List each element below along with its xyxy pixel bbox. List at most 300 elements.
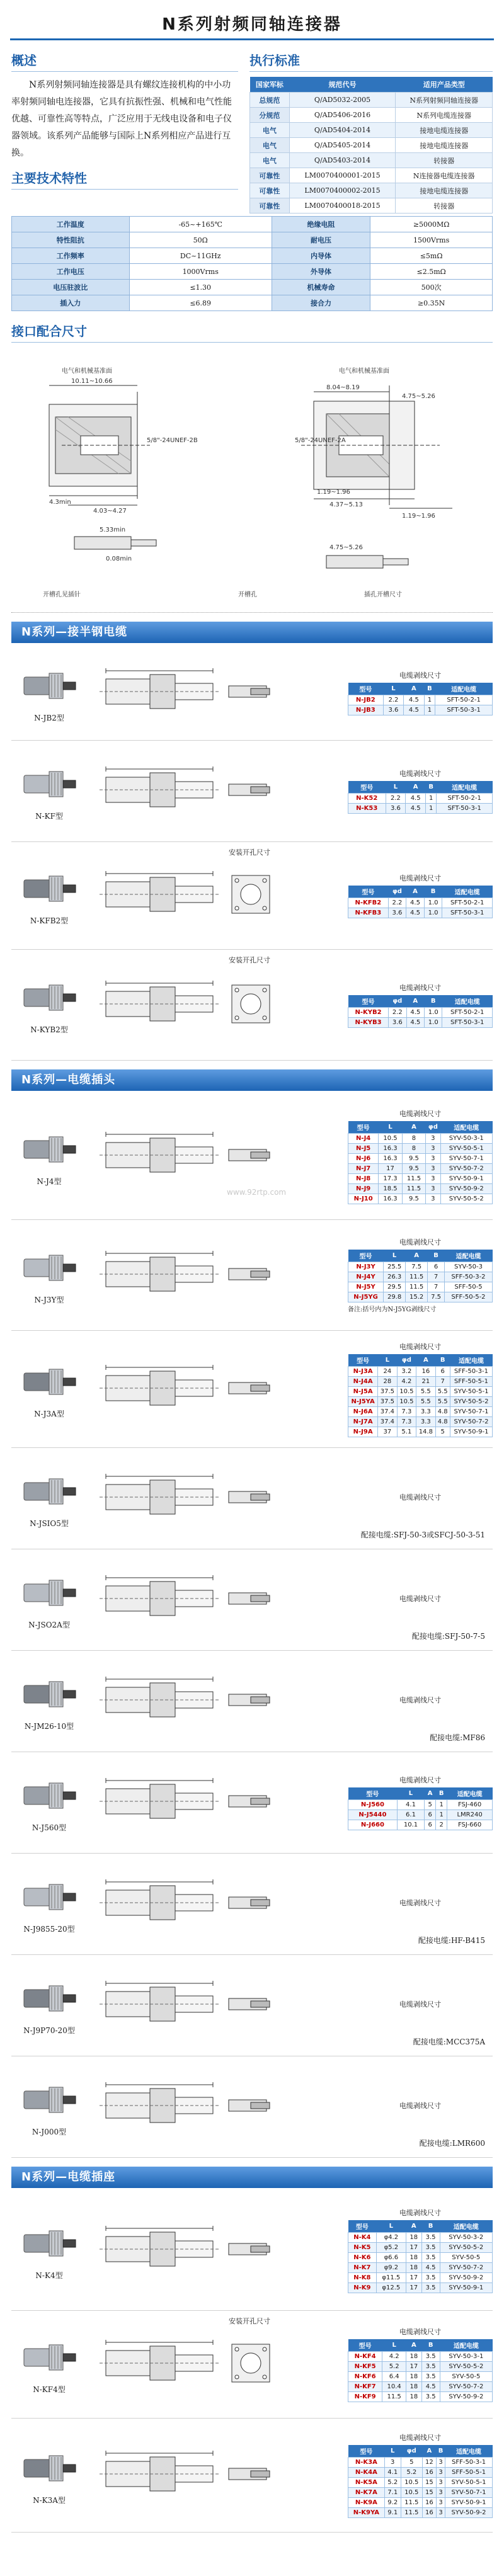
spec-cell: 7: [435, 1376, 450, 1386]
spec-cell: 18: [406, 2392, 422, 2402]
spec-header: φd: [388, 886, 406, 898]
spec-note: 备注:括号内为N-J5YG剥线尺寸: [348, 1306, 437, 1313]
spec-cell: SYV-50-3-1: [440, 2352, 492, 2362]
standards-row: [250, 198, 493, 214]
spec-cell: 14.8: [416, 1427, 435, 1437]
product-row: [11, 2191, 493, 2311]
spec-header: 适配电缆: [437, 781, 493, 794]
spec-row: [348, 2392, 493, 2402]
product-photo-box: [11, 1448, 87, 1549]
spec-cell: 4.2: [397, 1376, 416, 1386]
series3-heading: N系列—电缆插座: [11, 2167, 493, 2188]
spec-cell: 4.5: [406, 1017, 424, 1027]
spec-cell: SFT-50-3-1: [442, 1017, 493, 1027]
tech-cell: 工作温度: [12, 217, 130, 232]
spec-cell: 9.1: [384, 2508, 401, 2518]
standards-row: [250, 108, 493, 123]
spec-cell: φ4.2: [376, 2233, 406, 2243]
product-model: N-KF型: [35, 811, 63, 821]
product-drawing-box: [87, 842, 348, 949]
spec-cell: 7.3: [397, 1406, 416, 1416]
spec-cell: 3: [436, 2468, 445, 2478]
product-spec-box: [348, 1752, 493, 1853]
spec-cell: 4.5: [421, 2382, 440, 2392]
spec-cell: 7: [428, 1272, 445, 1282]
spec-cell: N-J7: [348, 1164, 379, 1174]
spec-table: [348, 1121, 493, 1204]
spec-cell: N-K4: [348, 2233, 377, 2243]
spec-cell: SFT-50-2-1: [437, 794, 493, 804]
connector-photo: [19, 1469, 79, 1514]
spec-cell: SFT-50-3-1: [435, 705, 493, 715]
spec-cell: FSJ-460: [447, 1800, 493, 1810]
strip-caption: 电缆剥线尺寸: [399, 2328, 441, 2336]
connector-drawing: [93, 1360, 276, 1416]
spec-cell: 3: [436, 2458, 445, 2468]
connector-drawing: [93, 1570, 276, 1627]
tech-cell: 50Ω: [129, 232, 272, 248]
spec-cell: 4.5: [404, 705, 424, 715]
spec-cell: SYV-50-7-1: [445, 2488, 493, 2498]
spec-cell: 3: [426, 1174, 440, 1184]
product-photo-box: [11, 1955, 87, 2056]
spec-cell: N-K6: [348, 2253, 377, 2263]
standards-cell: N系列电缆连接器: [396, 108, 493, 123]
spec-cell: SFT-50-2-1: [442, 1007, 493, 1017]
spec-cell: N-J560: [348, 1800, 398, 1810]
connector-drawing: [93, 1672, 276, 1728]
connector-photo: [19, 1127, 79, 1172]
product-model: N-KFB2型: [30, 916, 69, 925]
spec-cell: N-K9: [348, 2283, 377, 2293]
spec-cell: 24: [378, 1366, 397, 1376]
spec-cell: 4.5: [406, 1007, 424, 1017]
spec-cell: SYV-50-9-1: [450, 1427, 492, 1437]
connector-drawing: [93, 2221, 276, 2277]
spec-row: [348, 1184, 493, 1194]
spec-header: 适配电缆: [435, 683, 493, 695]
spec-header: 型号: [348, 2220, 377, 2233]
standards-cell: 接地电缆连接器: [396, 183, 493, 198]
tech-cell: DC~11GHz: [129, 248, 272, 264]
tech-cell: 工作电压: [12, 264, 130, 280]
spec-cell: 37.4: [378, 1406, 397, 1416]
standards-cell: Q/AD5403-2014: [289, 153, 396, 168]
spec-header: A: [406, 1250, 428, 1262]
connector-drawing: [93, 1469, 276, 1525]
standards-row: [250, 123, 493, 138]
top-area: [0, 40, 504, 214]
spec-cell: 5.5: [416, 1396, 435, 1406]
spec-row: [348, 2233, 493, 2243]
tech-cell: 绝缘电阻: [272, 217, 370, 232]
dim-label: 4.75~5.26: [329, 544, 363, 551]
spec-cell: N-KFB3: [348, 908, 389, 918]
spec-header: 型号: [348, 1121, 379, 1134]
spec-cell: 7.5: [406, 1262, 428, 1272]
spec-cell: 4.2: [382, 2352, 406, 2362]
spec-cell: 6: [428, 1262, 445, 1272]
spec-cell: SYV-50-5: [440, 2372, 492, 2382]
spec-row: [348, 898, 493, 908]
spec-cell: N-JB2: [348, 695, 384, 705]
spec-cell: 10.5: [397, 1396, 416, 1406]
spec-cell: 1: [424, 695, 435, 705]
standards-cell: 可靠性: [250, 168, 290, 183]
spec-cell: 3.6: [383, 705, 403, 715]
spec-cell: 1.0: [425, 1007, 442, 1017]
dim-label: 0.08min: [106, 556, 132, 562]
product-model: N-K3A型: [33, 2495, 66, 2505]
spec-row: [348, 2498, 493, 2508]
spec-row: [348, 2263, 493, 2273]
spec-header: B: [436, 2445, 445, 2458]
connector-photo: [19, 1773, 79, 1818]
spec-cell: FSJ-660: [447, 1820, 493, 1830]
mount-caption: 安装开孔尺寸: [229, 956, 270, 964]
spec-cell: N-K5A: [348, 2478, 385, 2488]
spec-cell: SYV-50-5-2: [440, 1194, 492, 1204]
spec-cell: 3: [426, 1134, 440, 1144]
spec-row: [348, 2372, 493, 2382]
product-row: [11, 1331, 493, 1448]
spec-table: [348, 886, 493, 918]
spec-cell: SYV-50-9-1: [440, 2283, 492, 2293]
spec-cell: 3: [436, 2508, 445, 2518]
spec-cell: 18: [406, 2382, 422, 2392]
spec-cell: N-J5Y: [348, 1282, 384, 1292]
strip-caption: 电缆剥线尺寸: [399, 2102, 441, 2110]
spec-cell: SYV-50-5-1: [440, 1144, 492, 1154]
spec-cell: 12: [422, 2458, 436, 2468]
connector-drawing: [93, 1127, 276, 1183]
tech-cell: -65~+165℃: [129, 217, 272, 232]
spec-row: [348, 1194, 493, 1204]
series1-list: [0, 646, 504, 1061]
series2-heading: N系列—电缆插头: [11, 1069, 493, 1091]
spec-cell: 37.5: [378, 1396, 397, 1406]
spec-header: A: [406, 886, 425, 898]
spec-row: [348, 1144, 493, 1154]
spec-cell: 1.0: [424, 898, 442, 908]
dim-label: 插孔开槽尺寸: [364, 591, 402, 598]
spec-cell: N-K7: [348, 2263, 377, 2273]
spec-header: 型号: [348, 1787, 398, 1800]
spec-cell: N-J4A: [348, 1376, 378, 1386]
standards-header: 规范代号: [289, 77, 396, 93]
spec-cell: 4.5: [406, 898, 425, 908]
spec-cell: N-J4Y: [348, 1272, 384, 1282]
spec-cell: 15.2: [406, 1292, 428, 1302]
spec-cell: 5.5: [435, 1386, 450, 1396]
spec-row: [348, 1154, 493, 1164]
spec-cell: φ6.6: [376, 2253, 406, 2263]
spec-cell: N-KF9: [348, 2392, 382, 2402]
spec-cell: 16.3: [379, 1194, 402, 1204]
series2-list: [0, 1093, 504, 2158]
spec-header: B: [436, 1787, 447, 1800]
tech-cell: ≤6.89: [129, 295, 272, 311]
spec-cell: N-K9A: [348, 2498, 385, 2508]
connector-photo: [19, 663, 79, 709]
spec-cell: SFF-50-5: [445, 1282, 493, 1292]
spec-cell: 3.5: [421, 2283, 440, 2293]
spec-cell: 2.2: [386, 794, 406, 804]
product-row: [11, 1448, 493, 1549]
spec-cell: 2.2: [389, 1007, 406, 1017]
product-row: [11, 1955, 493, 2056]
mount-caption: 安装开孔尺寸: [229, 2317, 270, 2325]
cable-note: 配接电缆:MCC375A: [413, 2037, 485, 2046]
spec-row: [348, 1017, 493, 1027]
spec-header: 适配电缆: [440, 1121, 492, 1134]
strip-caption: 电缆剥线尺寸: [399, 1776, 441, 1784]
spec-header: φd: [426, 1121, 440, 1134]
tech-section: [0, 214, 504, 311]
spec-cell: SYV-50-5-1: [445, 2478, 493, 2488]
spec-table: [348, 781, 493, 814]
standards-cell: Q/AD5032-2005: [289, 93, 396, 108]
spec-header: φd: [401, 2445, 422, 2458]
spec-cell: 11.5: [402, 1174, 425, 1184]
spec-cell: SYV-50-3-2: [440, 2233, 492, 2243]
tech-cell: 插入力: [12, 295, 130, 311]
spec-row: [348, 2283, 493, 2293]
spec-header: L: [383, 683, 403, 695]
spec-cell: N-KF5: [348, 2362, 382, 2372]
connector-photo: [19, 1672, 79, 1717]
spec-cell: SYV-50-9-1: [445, 2498, 493, 2508]
spec-header: A: [404, 683, 424, 695]
spec-cell: 18: [406, 2352, 422, 2362]
spec-cell: 7.5: [428, 1292, 445, 1302]
product-spec-box: [348, 2191, 493, 2310]
spec-cell: N-J9: [348, 1184, 379, 1194]
spec-header: B: [424, 683, 435, 695]
spec-header: B: [426, 781, 437, 794]
interface-drawing: [11, 348, 493, 613]
standards-cell: 总规范: [250, 93, 290, 108]
product-model: N-KF4型: [33, 2385, 66, 2394]
product-drawing-box: [87, 646, 348, 740]
spec-header: 型号: [348, 1354, 378, 1367]
connector-photo: [19, 2077, 79, 2123]
tech-cell: 耐电压: [272, 232, 370, 248]
product-spec-box: [348, 950, 493, 1060]
product-row: [11, 741, 493, 842]
spec-cell: 3: [426, 1194, 440, 1204]
spec-cell: SYV-50-7-2: [440, 2263, 492, 2273]
spec-cell: SFT-50-2-1: [435, 695, 493, 705]
connector-drawing: [93, 1246, 276, 1302]
spec-header: A: [402, 1121, 425, 1134]
product-row: [11, 1549, 493, 1651]
product-photo-box: [11, 1220, 87, 1330]
spec-cell: SYV-50-9-2: [440, 2273, 492, 2283]
spec-cell: 2.2: [383, 695, 403, 705]
strip-caption: 电缆剥线尺寸: [399, 983, 441, 992]
spec-header: 适配电缆: [445, 2445, 493, 2458]
cable-note: 配接电缆:LMR600: [419, 2139, 485, 2148]
spec-cell: N-J9A: [348, 1427, 378, 1437]
connector-photo: [19, 2446, 79, 2491]
spec-cell: 5.1: [397, 1427, 416, 1437]
tech-row: [12, 295, 493, 311]
connector-photo: [19, 1874, 79, 1920]
spec-cell: 3: [436, 2478, 445, 2488]
standards-cell: Q/AD5404-2014: [289, 123, 396, 138]
dim-label: 电气和机械基准面: [62, 368, 112, 375]
connector-photo: [19, 866, 79, 911]
product-drawing-box: [87, 741, 348, 841]
spec-header: 型号: [348, 995, 389, 1008]
spec-cell: SFF-50-3-1: [450, 1366, 492, 1376]
dim-label: 1.19~1.96: [402, 513, 435, 520]
spec-header: B: [421, 2339, 440, 2352]
tech-row: [12, 280, 493, 295]
spec-cell: N-J5YA: [348, 1396, 378, 1406]
connector-drawing: [93, 1773, 276, 1830]
strip-caption: 电缆剥线尺寸: [399, 1696, 441, 1704]
spec-cell: 6.4: [382, 2372, 406, 2382]
strip-caption: 电缆剥线尺寸: [399, 1342, 441, 1351]
spec-header: B: [428, 1250, 445, 1262]
dim-label: 开槽孔见插针: [43, 591, 81, 598]
standards-cell: 转接器: [396, 153, 493, 168]
product-photo-box: [11, 950, 87, 1060]
spec-cell: 3.5: [421, 2392, 440, 2402]
standards-header: 国家军标: [250, 77, 290, 93]
tech-table: [11, 216, 493, 311]
spec-table: [348, 1250, 493, 1302]
spec-cell: 2: [436, 1820, 447, 1830]
spec-cell: φ11.5: [376, 2273, 406, 2283]
spec-cell: N-J10: [348, 1194, 379, 1204]
spec-cell: 29.5: [384, 1282, 406, 1292]
spec-cell: SFF-50-5-1: [445, 2468, 493, 2478]
connector-drawing: [93, 2446, 276, 2502]
spec-header: L: [382, 2339, 406, 2352]
spec-cell: N-KYB2: [348, 1007, 389, 1017]
spec-header: φd: [397, 1354, 416, 1367]
connector-photo: [19, 975, 79, 1020]
product-spec-box: [348, 741, 493, 841]
series1-heading: N系列—接半钢电缆: [11, 622, 493, 643]
spec-header: B: [435, 1354, 450, 1367]
spec-row: [348, 2243, 493, 2253]
dim-label: 电气和机械基准面: [339, 368, 389, 375]
spec-cell: 3.6: [389, 1017, 406, 1027]
spec-cell: 3: [426, 1144, 440, 1154]
standards-cell: 可靠性: [250, 183, 290, 198]
tech-cell: 1000Vrms: [129, 264, 272, 280]
standards-cell: 电气: [250, 153, 290, 168]
connector-drawing: [93, 2335, 276, 2391]
product-spec-box: [348, 2311, 493, 2418]
overview-text: N系列射频同轴连接器是具有螺纹连接机构的中小功率射频同轴电连接器，它具有抗振性强、机械和电气性能优越、可靠性高等特点，广泛应用于无线电设备和电子仪器领域。该系列产品能够与国际上N系列相应产品进行互换。: [11, 80, 232, 158]
spec-cell: SFT-50-3-1: [442, 908, 493, 918]
spec-row: [348, 2478, 493, 2488]
standards-cell: N系列射频同轴连接器: [396, 93, 493, 108]
spec-cell: φ9.2: [376, 2263, 406, 2273]
spec-cell: 4.8: [435, 1406, 450, 1416]
spec-cell: 17: [406, 2283, 421, 2293]
spec-cell: N-KFB2: [348, 898, 389, 908]
strip-caption: 电缆剥线尺寸: [399, 1110, 441, 1118]
spec-cell: 8: [402, 1134, 425, 1144]
spec-cell: 11.5: [406, 1282, 428, 1292]
tech-cell: ≤1.30: [129, 280, 272, 295]
standards-cell: N连接器电缆连接器: [396, 168, 493, 183]
product-row: [11, 2419, 493, 2533]
spec-table: [348, 1787, 493, 1830]
product-drawing-box: [87, 2191, 348, 2310]
spec-header: A: [406, 781, 426, 794]
spec-row: [348, 1174, 493, 1184]
product-spec-box: [348, 2419, 493, 2532]
page-title: N系列射频同轴连接器: [162, 15, 342, 34]
product-photo-box: [11, 1549, 87, 1650]
standards-row: [250, 93, 493, 108]
spec-cell: 3: [436, 2488, 445, 2498]
spec-cell: SFT-50-3-1: [437, 804, 493, 814]
spec-cell: 18: [406, 2253, 421, 2263]
spec-row: [348, 804, 493, 814]
spec-cell: SYV-50-9-2: [445, 2508, 493, 2518]
product-photo-box: [11, 646, 87, 740]
product-model: N-J560型: [32, 1823, 67, 1832]
tech-cell: 内导体: [272, 248, 370, 264]
spec-cell: N-J3Y: [348, 1262, 384, 1272]
spec-cell: 3.5: [421, 2233, 440, 2243]
spec-cell: N-K53: [348, 804, 386, 814]
spec-cell: 1: [426, 804, 437, 814]
connector-drawing: [93, 2077, 276, 2134]
spec-row: [348, 1386, 493, 1396]
tech-cell: 外导体: [272, 264, 370, 280]
spec-cell: 3.3: [416, 1406, 435, 1416]
spec-cell: 16: [422, 2498, 436, 2508]
spec-cell: 17: [406, 2362, 422, 2372]
spec-row: [348, 1262, 493, 1272]
standards-cell: 可靠性: [250, 198, 290, 214]
spec-cell: SYV-50-5-2: [440, 2362, 492, 2372]
spec-cell: SYV-50-3-1: [440, 1134, 492, 1144]
spec-cell: 3.2: [397, 1366, 416, 1376]
product-row: [11, 2311, 493, 2419]
spec-cell: 11.5: [382, 2392, 406, 2402]
spec-cell: 4.1: [397, 1800, 424, 1810]
product-spec-box: [348, 1093, 493, 1219]
spec-row: [348, 2508, 493, 2518]
spec-cell: φ5.2: [376, 2243, 406, 2253]
product-model: N-JM26-10型: [24, 1721, 74, 1731]
spec-row: [348, 1164, 493, 1174]
overview-heading: 概述: [11, 50, 238, 72]
spec-cell: N-K4A: [348, 2468, 385, 2478]
strip-caption: 电缆剥线尺寸: [399, 770, 441, 778]
spec-row: [348, 1292, 493, 1302]
spec-cell: 11.5: [401, 2508, 422, 2518]
standards-row: [250, 153, 493, 168]
overview-section: [11, 47, 238, 214]
spec-cell: 10.5: [401, 2488, 422, 2498]
spec-cell: 9.5: [402, 1154, 425, 1164]
spec-header: B: [424, 886, 442, 898]
standards-cell: Q/AD5405-2014: [289, 138, 396, 153]
spec-cell: SYV-50-7-1: [440, 1154, 492, 1164]
cable-note: 配接电缆:SFJ-50-7-5: [411, 1632, 485, 1641]
